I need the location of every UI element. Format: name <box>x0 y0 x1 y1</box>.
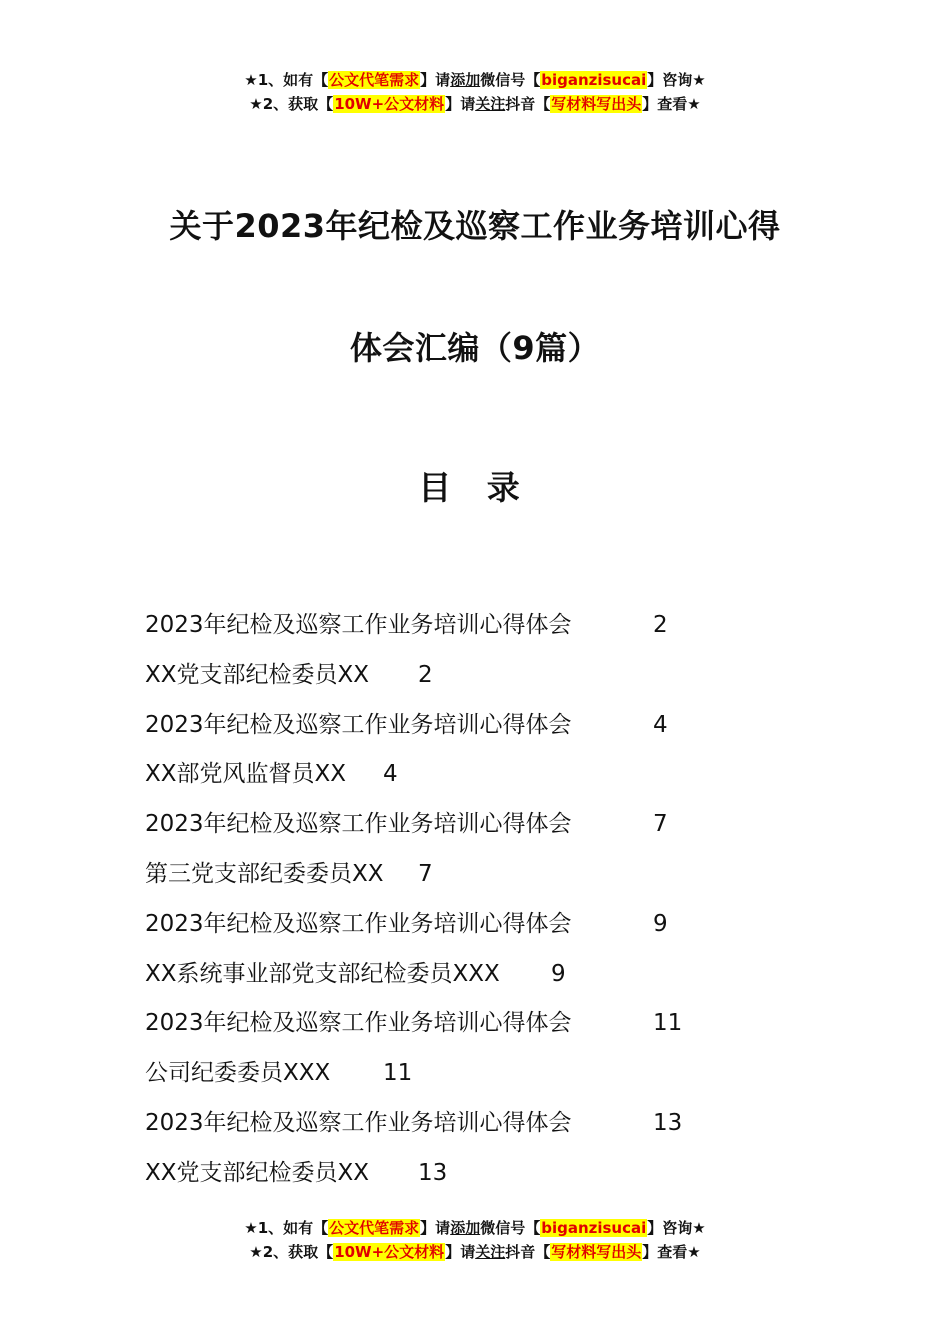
header-promo-banner <box>0 68 950 116</box>
toc-entry-text: 公司纪委委员XXX <box>145 1060 331 1087</box>
toc-entry-text: XX党支部纪检委员XX <box>145 661 370 688</box>
toc-page-number: 13 <box>653 1109 683 1136</box>
toc-page-number: 7 <box>653 811 668 838</box>
toc-entry-text: XX党支部纪检委员XX <box>145 1159 370 1186</box>
toc-page-number: 4 <box>383 761 398 788</box>
toc-page-number: 2 <box>653 612 668 638</box>
toc-page-number: 11 <box>383 1060 413 1087</box>
promo-text: 抖音【 <box>505 1243 551 1261</box>
toc-page-number: 13 <box>418 1159 448 1186</box>
promo-text: 】请 <box>445 95 476 113</box>
toc-entry[interactable] <box>145 955 572 1005</box>
promo-highlight: 公文代笔需求 <box>329 1219 420 1237</box>
promo-text: 】请 <box>445 1243 476 1261</box>
promo-text: 】咨询★ <box>647 1219 706 1237</box>
promo-line-2 <box>0 1240 950 1264</box>
promo-line-1 <box>0 68 950 92</box>
toc-entry-text: 2023年纪检及巡察工作业务培训心得体会 <box>145 910 572 937</box>
toc-entry[interactable] <box>145 855 572 905</box>
promo-text: 微信号【 <box>480 1219 541 1237</box>
toc-page-number: 4 <box>653 711 668 738</box>
toc-entry-text: 第三党支部纪委委员XX <box>145 860 384 887</box>
promo-text: ★1、如有【 <box>244 1219 329 1237</box>
toc-page-number: 11 <box>653 1010 683 1037</box>
toc-entry[interactable] <box>145 905 668 955</box>
toc-entry[interactable] <box>145 1054 572 1104</box>
promo-text: ★2、获取【 <box>249 1243 334 1261</box>
toc-page-number: 2 <box>418 661 433 688</box>
promo-text: 】请 <box>420 1219 451 1237</box>
toc-entry-text: XX部党风监督员XX <box>145 761 347 788</box>
toc-entry-text: 2023年纪检及巡察工作业务培训心得体会 <box>145 612 572 638</box>
promo-text: 微信号【 <box>480 71 541 89</box>
promo-text: 抖音【 <box>505 95 551 113</box>
toc-entry-text: XX系统事业部党支部纪检委员XXX <box>145 960 500 987</box>
toc-entry[interactable] <box>145 1154 572 1204</box>
promo-line-1 <box>0 1216 950 1240</box>
promo-underlined: 添加 <box>450 1219 481 1237</box>
document-title-line-2: 体会汇编（9篇） <box>349 329 601 367</box>
promo-text: 】咨询★ <box>647 71 706 89</box>
toc-page-number: 9 <box>551 960 566 987</box>
promo-underlined: 关注 <box>475 1243 506 1261</box>
promo-highlight: biganzisucai <box>541 71 647 89</box>
promo-highlight: biganzisucai <box>541 1219 647 1237</box>
promo-text: ★1、如有【 <box>244 71 329 89</box>
toc-entry-text: 2023年纪检及巡察工作业务培训心得体会 <box>145 811 572 838</box>
toc-page-number: 7 <box>418 860 433 887</box>
promo-underlined: 关注 <box>475 95 506 113</box>
toc-entry-text: 2023年纪检及巡察工作业务培训心得体会 <box>145 1010 572 1037</box>
promo-highlight: 公文代笔需求 <box>329 71 420 89</box>
promo-highlight: 写材料写出头 <box>551 95 642 113</box>
toc-page-number: 9 <box>653 910 668 937</box>
promo-line-2 <box>0 92 950 116</box>
toc-heading: 目 录 <box>418 468 532 507</box>
toc-entry[interactable] <box>145 1004 683 1054</box>
document-title-line-1: 关于2023年纪检及巡察工作业务培训心得 <box>169 207 781 245</box>
toc-entry[interactable] <box>145 755 572 805</box>
toc-entry[interactable] <box>145 1104 683 1154</box>
promo-highlight: 10W+公文材料 <box>334 1243 445 1261</box>
toc-entry[interactable] <box>145 805 668 855</box>
promo-highlight: 10W+公文材料 <box>334 95 445 113</box>
footer-promo-banner <box>0 1216 950 1264</box>
toc-entry-text: 2023年纪检及巡察工作业务培训心得体会 <box>145 711 572 738</box>
promo-text: ★2、获取【 <box>249 95 334 113</box>
promo-text: 】查看★ <box>642 1243 701 1261</box>
promo-highlight: 写材料写出头 <box>551 1243 642 1261</box>
toc-entry[interactable] <box>145 656 572 706</box>
toc-entry[interactable] <box>145 606 668 656</box>
promo-text: 】请 <box>420 71 451 89</box>
promo-text: 】查看★ <box>642 95 701 113</box>
promo-underlined: 添加 <box>450 71 481 89</box>
table-of-contents <box>145 606 683 1204</box>
toc-entry-text: 2023年纪检及巡察工作业务培训心得体会 <box>145 1109 572 1136</box>
toc-entry[interactable] <box>145 706 668 756</box>
